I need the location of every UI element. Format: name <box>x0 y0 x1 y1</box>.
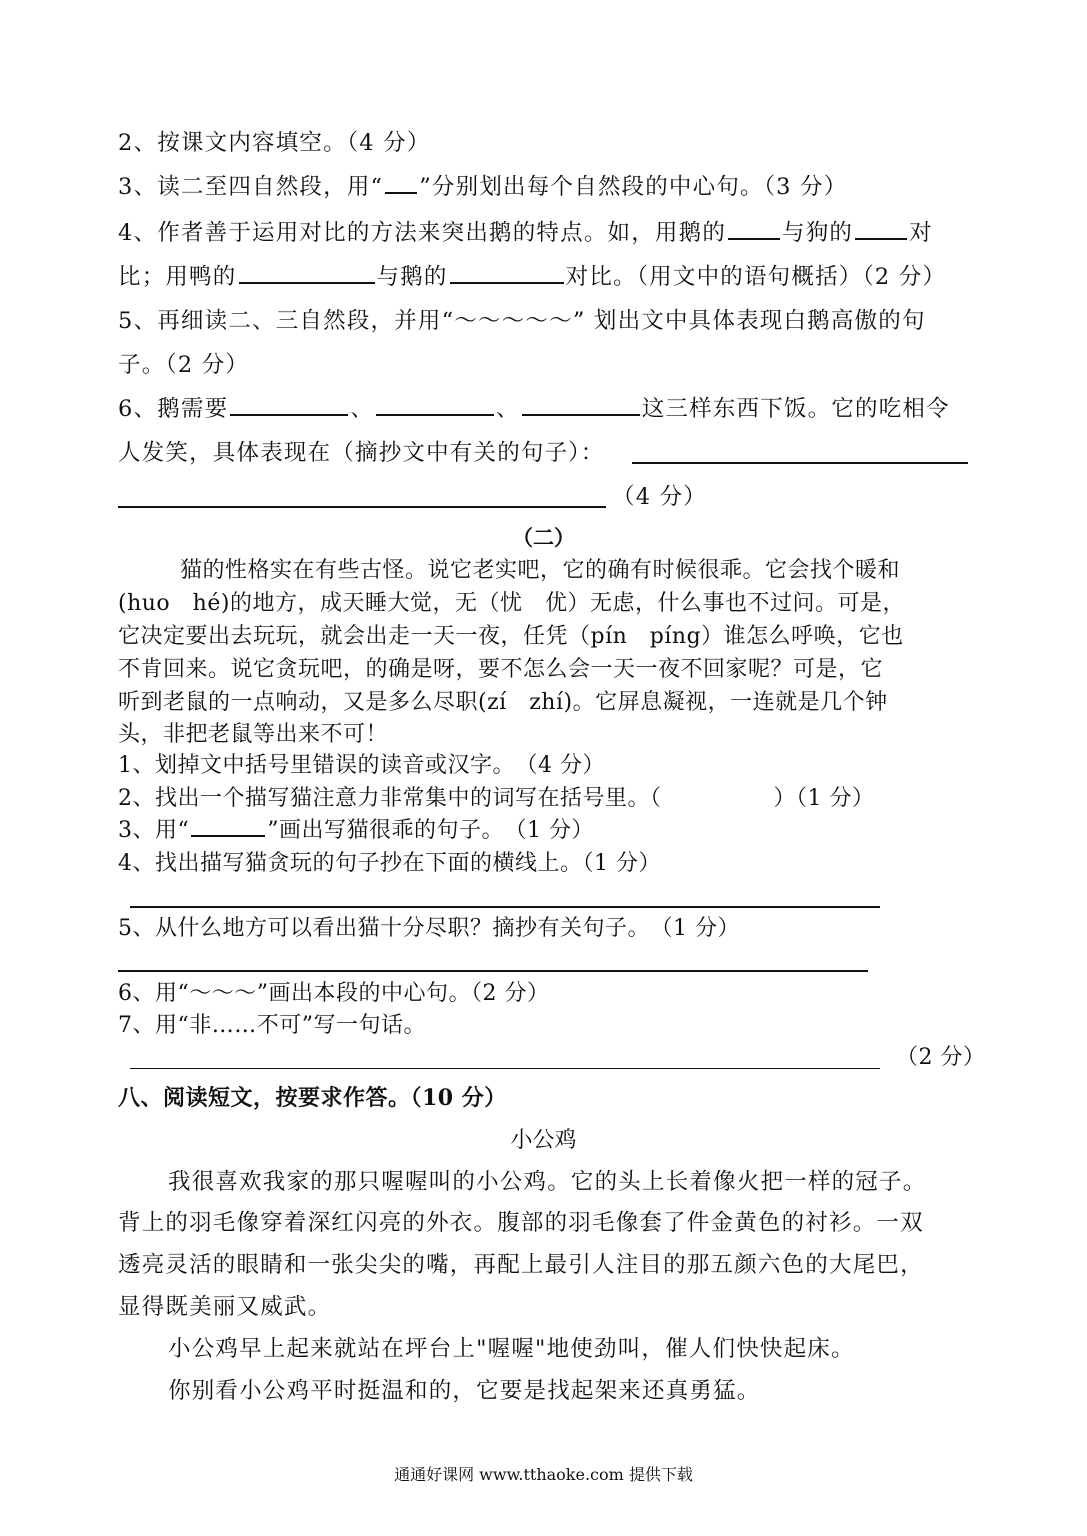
answer-line <box>130 1068 880 1069</box>
question-6-score: （4 分） <box>612 484 707 510</box>
question-5-line-1: 5、再细读二、三自然段，并用“～～～～～” 划出文中具体表现白鹅高傲的句 <box>118 308 926 334</box>
part2-question-2: 2、找出一个描写猫注意力非常集中的词写在括号里。（ ）（1 分） <box>118 786 875 811</box>
question-6-line-2: 人发笑，具体表现在（摘抄文中有关的句子）： <box>118 440 605 466</box>
question-4-line-2: 比；用鸭的 与鹅的 对比。（用文中的语句概括）（2 分） <box>118 264 947 290</box>
story-paragraph: 你别看小公鸡平时挺温和的，它要是找起架来还真勇猛。 <box>168 1378 761 1404</box>
section-heading: （二） <box>512 525 575 550</box>
question-3: 3、读二至四自然段，用“ ”分别划出每个自然段的中心句。（3 分） <box>118 174 848 200</box>
passage-line: 不肯回来。说它贪玩吧，的确是呀，要不怎么会一天一夜不回家呢？可是，它 <box>118 657 884 682</box>
part2-question-6: 6、用“～～～”画出本段的中心句。（2 分） <box>118 981 550 1006</box>
story-paragraph: 透亮灵活的眼睛和一张尖尖的嘴，再配上最引人注目的那五颜六色的大尾巴， <box>118 1252 924 1278</box>
passage-line: (huo hé)的地方，成天睡大觉，无（忧 优）无虑，什么事也不过问。可是， <box>118 591 905 616</box>
passage-line: 听到老鼠的一点响动，又是多么尽职(zí zhí)。它屏息凝视，一连就是几个钟 <box>118 690 888 715</box>
question-6-line-1: 6、鹅需要 、 、 这三样东西下饭。它的吃相令 <box>118 396 950 422</box>
passage-line: 它决定要出去玩玩，就会出走一天一夜，任凭（pín píng）谁怎么呼唤，它也 <box>118 624 904 649</box>
question-5-line-2: 子。（2 分） <box>118 352 250 378</box>
story-paragraph: 显得既美丽又威武。 <box>118 1294 332 1320</box>
part2-question-5: 5、从什么地方可以看出猫十分尽职？摘抄有关句子。 （1 分） <box>118 916 740 941</box>
part2-question-1: 1、划掉文中括号里错误的读音或汉字。 （4 分） <box>118 753 605 778</box>
answer-line <box>118 970 868 972</box>
answer-line <box>632 462 968 464</box>
part2-question-7: 7、用“非……不可”写一句话。 <box>118 1013 426 1038</box>
question-4-line-1: 4、作者善于运用对比的方法来突出鹅的特点。如，用鹅的 与狗的 对 <box>118 220 933 246</box>
story-paragraph: 我很喜欢我家的那只喔喔叫的小公鸡。它的头上长着像火把一样的冠子。 <box>168 1169 927 1195</box>
answer-line <box>118 506 606 508</box>
passage-line: 猫的性格实在有些古怪。说它老实吧，它的确有时候很乖。它会找个暖和 <box>180 558 901 583</box>
question-2: 2、按课文内容填空。（4 分） <box>118 130 431 156</box>
section-8-heading: 八、阅读短文，按要求作答。（10 分） <box>118 1085 507 1111</box>
page-footer: 通通好课网 www.tthaoke.com 提供下载 <box>394 1465 693 1484</box>
story-paragraph: 小公鸡早上起来就站在坪台上"喔喔"地使劲叫，催人们快快起床。 <box>168 1336 855 1362</box>
story-paragraph: 背上的羽毛像穿着深红闪亮的外衣。腹部的羽毛像套了件金黄色的衬衫。一双 <box>118 1210 924 1236</box>
story-title: 小公鸡 <box>510 1128 577 1153</box>
passage-line: 头，非把老鼠等出来不可！ <box>118 722 389 747</box>
part2-question-7-score: （2 分） <box>896 1045 986 1070</box>
part2-question-4: 4、找出描写猫贪玩的句子抄在下面的横线上。（1 分） <box>118 851 661 876</box>
answer-line <box>130 906 880 908</box>
part2-question-3: 3、用“ ”画出写猫很乖的句子。 （1 分） <box>118 818 594 843</box>
